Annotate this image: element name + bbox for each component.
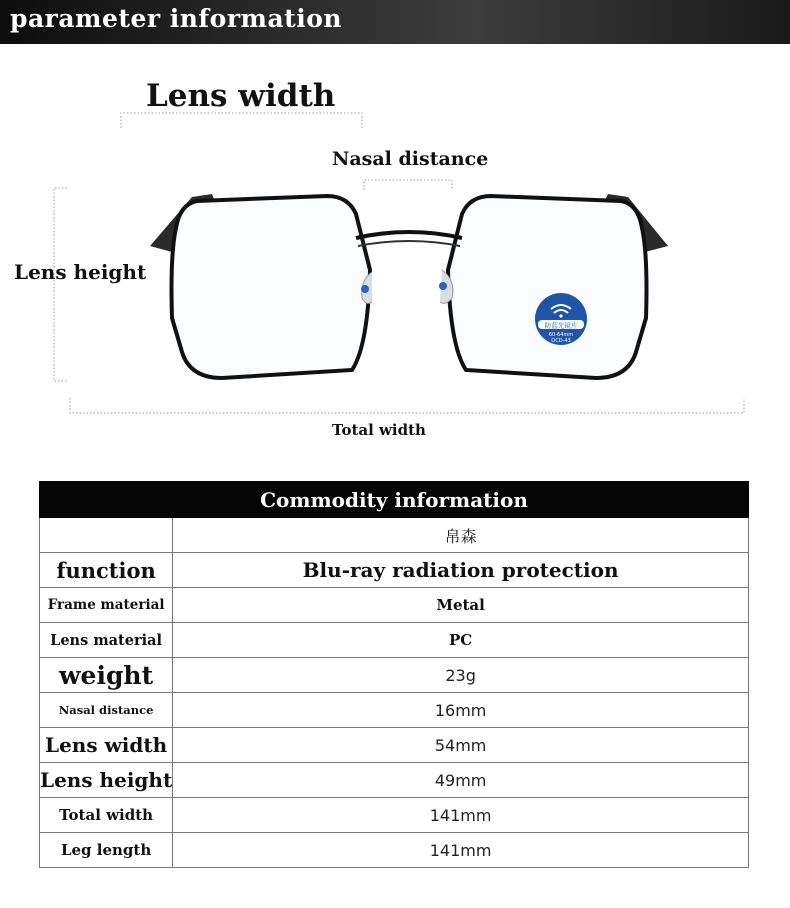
table-row-frame-material <box>40 588 749 623</box>
total-width-label: Total width <box>332 421 426 439</box>
table-row-lens-material <box>40 623 749 658</box>
lens-width-key: Lens width <box>40 728 173 763</box>
leg-length-value: 141mm <box>173 833 749 868</box>
leg-length-key: Leg length <box>40 833 173 868</box>
sticker-text-1: 防蓝光镜片 <box>544 321 578 330</box>
nose-pads <box>361 270 453 303</box>
blue-light-sticker <box>535 293 587 345</box>
function-value: Blu-ray radiation protection <box>173 553 749 588</box>
glasses-frame <box>172 196 647 378</box>
table-row-total-width <box>40 798 749 833</box>
table-title: Commodity information <box>40 482 749 518</box>
nasal-distance-key: Nasal distance <box>40 693 173 728</box>
lens-height-dimension <box>54 188 67 381</box>
table-row-weight <box>40 658 749 693</box>
lens-width-label: Lens width <box>146 78 336 114</box>
total-width-key: Total width <box>40 798 173 833</box>
right-lens <box>448 196 647 378</box>
nasal-distance-dimension <box>364 180 452 190</box>
table-row-leg-length <box>40 833 749 868</box>
glasses-diagram <box>0 44 790 444</box>
left-lens <box>172 196 371 378</box>
lens-material-value: PC <box>173 623 749 658</box>
frame-material-key: Frame material <box>40 588 173 623</box>
weight-key: weight <box>40 658 173 693</box>
total-width-dimension <box>70 398 744 413</box>
lens-height-key: Lens height <box>40 763 173 798</box>
sticker-text-2: 60-64mm <box>548 332 574 338</box>
nasal-distance-value: 16mm <box>173 693 749 728</box>
lens-material-key: Lens material <box>40 623 173 658</box>
table-row-function <box>40 553 749 588</box>
lens-height-value: 49mm <box>173 763 749 798</box>
row-key-brand <box>40 518 173 553</box>
brand-value: 帛森 <box>173 518 749 553</box>
table-row-lens-width <box>40 728 749 763</box>
function-key: function <box>40 553 173 588</box>
lens-width-value: 54mm <box>173 728 749 763</box>
nasal-distance-label: Nasal distance <box>332 148 489 170</box>
commodity-info-table <box>39 481 749 868</box>
table-row-brand <box>40 518 749 553</box>
header-bar <box>0 0 790 44</box>
table-row-nasal-distance <box>40 693 749 728</box>
weight-value: 23g <box>173 658 749 693</box>
bridge <box>356 232 462 238</box>
total-width-value: 141mm <box>173 798 749 833</box>
frame-material-value: Metal <box>173 588 749 623</box>
lens-height-label: Lens height <box>14 260 147 284</box>
lens-width-dimension <box>121 113 362 128</box>
sticker-text-3: OCD-43 <box>551 338 571 344</box>
page-title: parameter information <box>10 4 343 33</box>
table-row-lens-height <box>40 763 749 798</box>
